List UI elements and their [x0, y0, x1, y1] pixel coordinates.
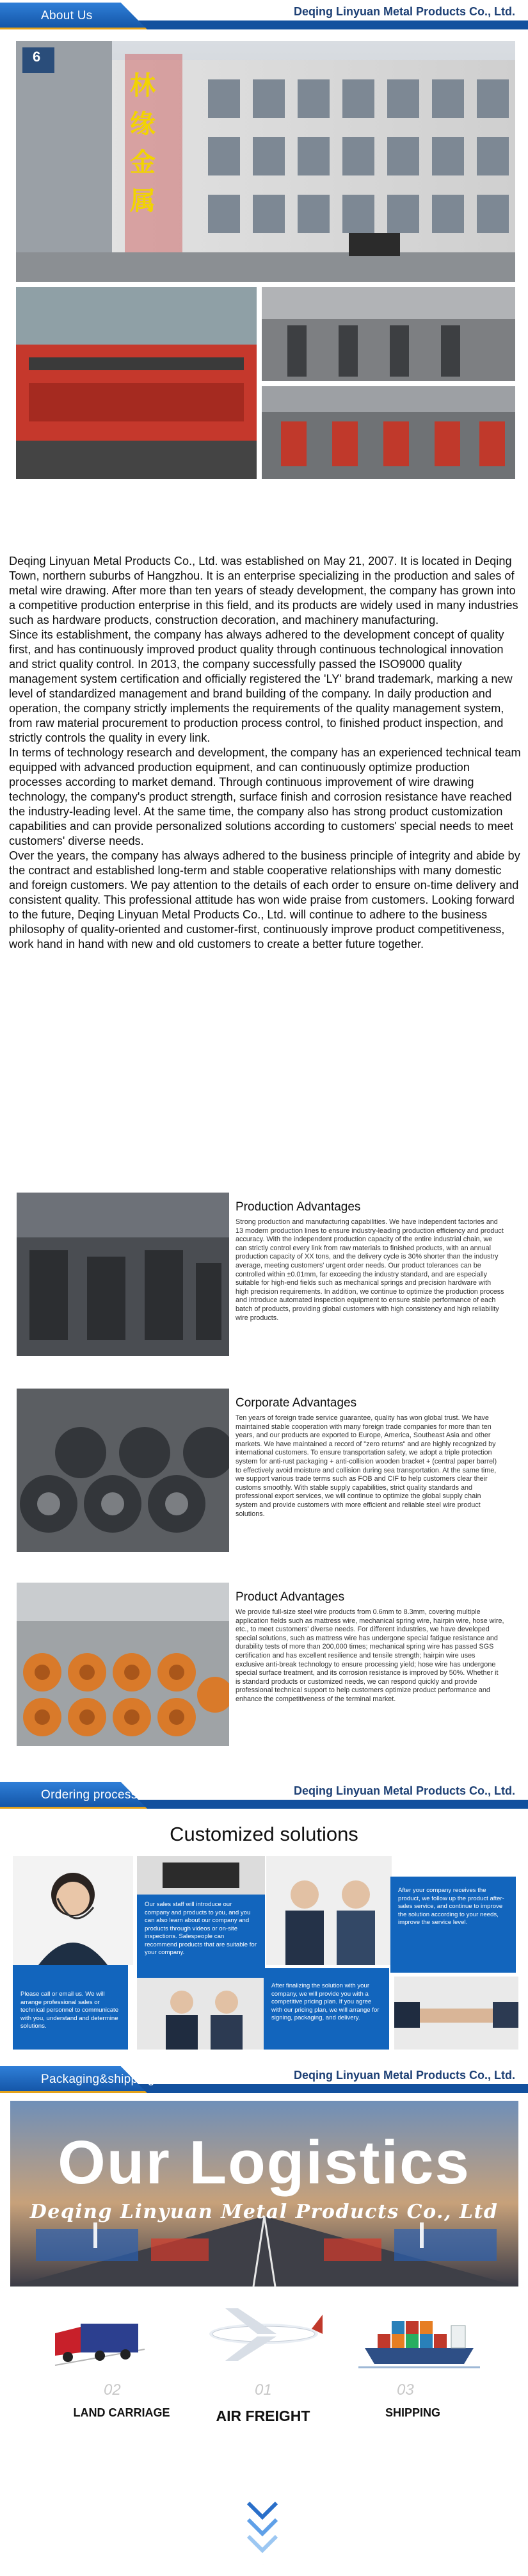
wire-coils-illustration	[262, 287, 515, 381]
laptop-photo	[137, 1856, 265, 1895]
call-center-agent-illustration	[13, 1856, 133, 1965]
land-carriage-image	[49, 2304, 151, 2374]
advantage-text	[236, 1583, 504, 1704]
advantage-image	[17, 1389, 229, 1552]
factory-interior-illustration	[17, 1193, 229, 1356]
intro-paragraph: Since its establishment, the company has always adhered to the development concept of quality first, and has continuously improved product quality through continuous technological innovation and strict quality control. In 2013, the company successfully passed the ISO9000 quality management system certification and officially registered the 'LY' brand trademark, marking a new level of standardized management and brand building of the company. In daily production and operation, the company strictly implements the requirements of the quality management system, from raw material procurement to production process control, to finished product inspection, and strictly controls the quality in every link.	[9, 628, 513, 744]
step-text: Our sales staff will introduce our company and products to you, and you can also learn about our company and products through videos or on-site inspections. Salespeople can recommend products that are suitable for your company.	[145, 1901, 257, 1956]
step-text: After finalizing the solution with your company, we will provide you with a competitive pricing plan. If you agree with our pricing plan, we will arrange for signing, packaging, and delivery.	[271, 1982, 380, 2021]
workshop-machine-illustration	[16, 287, 257, 479]
production-line-illustration	[262, 386, 515, 479]
advantage-product	[17, 1583, 516, 1749]
intro-paragraph: Over the years, the company has always adhered to the business principle of integrity and abide by the contract and established long-term and stable cooperative relationships with many domestic and foreign customers. We pay attention to the details of each order to ensure on-time delivery and consistent quality. This professional attitude has won wide praise from customers. Looking forward to the future, Deqing Linyuan Metal Products Co., Ltd. will continue to adhere to the business philosophy of quality-oriented and customer-first, continuously improve product competitiveness, work hand in hand with new and old customers to create a better future together.	[9, 849, 520, 950]
section-tab-label: Packaging&shipping	[41, 2073, 155, 2086]
business-people-photo	[266, 1856, 392, 1965]
building-chinese-sign: 林缘金属	[130, 71, 156, 216]
company-name: Deqing Linyuan Metal Products Co., Ltd.	[293, 2069, 515, 2082]
packaging-shipping-header	[0, 2064, 528, 2099]
advantage-title: Product Advantages	[236, 1590, 345, 1604]
company-name: Deqing Linyuan Metal Products Co., Ltd.	[293, 5, 515, 18]
chevron-down-icon	[243, 2498, 282, 2559]
transport-label-shipping: SHIPPING	[385, 2406, 441, 2419]
section-tab-label: Ordering process	[41, 1788, 138, 1802]
advantage-image	[17, 1193, 229, 1356]
air-freight-image	[200, 2289, 328, 2374]
about-us-header	[0, 0, 528, 36]
section-tab-label: About Us	[41, 9, 93, 22]
shipping-image	[358, 2303, 480, 2374]
transport-number: 01	[255, 2381, 272, 2399]
step-aftersales-box	[390, 1877, 516, 1973]
company-introduction	[9, 554, 521, 952]
airplane-icon	[200, 2289, 328, 2374]
advantage-production	[17, 1193, 516, 1359]
intro-paragraph: Deqing Linyuan Metal Products Co., Ltd. was established on May 21, 2007. It is located in Deqing Town, northern suburbs of Hangzhou. It is an enterprise specializing in the production and sales of metal wire drawing. After more than ten years of steady development, the company has grown into a competitive production enterprise in this field, and its products are widely used in many industries such as hardware products, construction decoration, and machinery manufacturing.	[9, 555, 518, 626]
intro-paragraph: In terms of technology research and development, the company has an experienced technical team equipped with advanced production equipment, and can continuously optimize production processes according to market demand. Through continuous improvement of wire drawing technology, the company's product strength, surface finish and corrosion resistance have reached the industry-leading level. At the same time, the company also has strong product customization capabilities and can provide personalized solutions according to customers' special needs to meet customers' diverse needs.	[9, 746, 521, 847]
advantage-body: Strong production and manufacturing capabilities. We have independent factories and 13 modern production lines to ensure industry-leading production efficiency and product accuracy. With the independent production capacity of the entire industrial chain, we can strictly control every link from raw materials to finished products, with an annual production capacity of XX tons, and the delivery cycle is 30% shorter than the industry average, meeting customers' urgent order needs. Our product tolerances can be controlled within ±0.01mm, far exceeding the industry standard, and are especially suitable for high-end fields such as mechanical springs and precision hardware with high precision requirements. In addition, we continue to optimize the production process and introduce automated inspection equipment to ensure stable performance of each batch of products, providing global customers with high consistency and high reliability wire products.	[236, 1218, 504, 1322]
factory-building-photo	[16, 41, 515, 282]
advantage-body: Ten years of foreign trade service guarantee, quality has won global trust. We have maintained stable cooperation with many foreign trade companies for more than ten years, and our products are exported to Europe, America, Southeast Asia and other markets. We have maintained a record of "zero returns" and are highly recognized by international customers. To ensure transportation safety, we adopt a triple protection system for anti-rust packaging + anti-collision wooden bracket + (central paper barrel) to effectively avoid moisture and collision during sea transportation. At the same time, we support various trade terms such as FOB and CIF to help customers clear their customs smoothly. With stable supply capabilities, strict quality standards and professional export services, we will continue to optimize the global supply chain system and provide customers with more efficient and reliable steel wire product solutions.	[236, 1414, 497, 1518]
step-introduce-box	[137, 1895, 265, 1978]
step-pricing-box	[264, 1968, 389, 2050]
step-text: After your company receives the product, we follow up the product after-sales service, and continue to improve the solution according to your needs, improve the service level.	[398, 1887, 504, 1926]
orange-coils-illustration	[17, 1583, 229, 1746]
ordering-process-header	[0, 1779, 528, 1815]
customized-solutions-title: Customized solutions	[170, 1823, 358, 1845]
advantage-title: Production Advantages	[236, 1200, 361, 1214]
workshop-photo-left	[16, 287, 257, 479]
step-contact-box	[13, 1965, 128, 2050]
company-name: Deqing Linyuan Metal Products Co., Ltd.	[293, 1784, 515, 1797]
workshop-photo-right-top	[262, 287, 515, 381]
advantage-body: We provide full-size steel wire products from 0.6mm to 8.3mm, covering multiple application fields such as mattress wire, mechanical spring wire, hairpin wire, hose wire, etc., to meet customers' diverse needs. For different industries, we have developed special solutions, such as mattress wire has undergone special fatigue resistance and durability tests of more than 200,000 times; mechanical spring wire has passed SGS certification and has excellent resilience and tensile strength; hairpin wire uses exclusive anti-break technology to ensure processing yield; hose wire has undergone special surface treatment, and its corrosion resistance is improved by 50%. Whether it is standard products or customized needs, we can respond quickly and provide professional technical support to help customers optimize product performance and enhance the competitiveness of the terminal market.	[236, 1608, 504, 1703]
factory-building-illustration	[16, 41, 515, 282]
workshop-photo-right-bottom	[262, 386, 515, 479]
transport-number: 03	[397, 2381, 414, 2399]
advantage-title: Corporate Advantages	[236, 1396, 357, 1410]
transport-label-land: LAND CARRIAGE	[73, 2406, 170, 2419]
wire-coils-stock-illustration	[17, 1389, 229, 1552]
sales-meeting-photo	[137, 1977, 265, 2050]
transport-label-air: AIR FREIGHT	[216, 2408, 310, 2424]
advantage-image	[17, 1583, 229, 1746]
advantage-text	[236, 1389, 504, 1519]
advantage-corporate	[17, 1389, 516, 1555]
cargo-ship-icon	[358, 2303, 480, 2374]
advantage-text	[236, 1193, 504, 1323]
transport-number: 02	[104, 2381, 121, 2399]
logistics-subtitle: Deqing Linyuan Metal Products Co., Ltd	[29, 2201, 499, 2223]
building-number-sign: 6	[33, 49, 41, 65]
logistics-title: Our Logistics	[58, 2128, 470, 2197]
truck-icon	[49, 2304, 151, 2374]
handshake-photo	[394, 1977, 518, 2050]
step-text: Please call or email us. We will arrange professional sales or technical personnel to communicate with you, understand and determine solutions.	[20, 1991, 119, 2030]
